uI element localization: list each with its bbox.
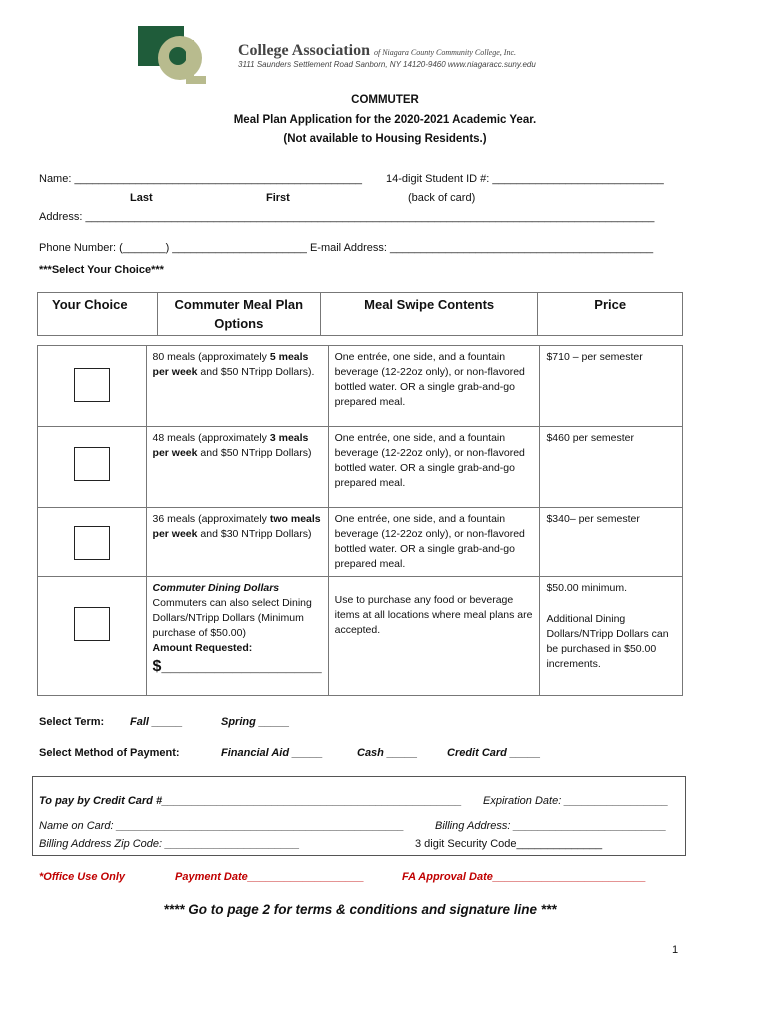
name-on-card-field[interactable]: Name on Card: _______________________________________________ <box>39 820 405 832</box>
credit-card-box <box>32 776 686 856</box>
phone-email-field[interactable]: Phone Number: (_______) ______________________ E-mail Address: ___________________________________________ <box>39 242 654 254</box>
header-price: Price <box>538 293 683 336</box>
dining-increments: Additional Dining Dollars/NTripp Dollars can be purchased in $50.00 increments. <box>546 613 669 670</box>
plan-80-meals-checkbox[interactable] <box>74 368 110 402</box>
table-row <box>38 427 683 508</box>
card-number-field[interactable]: To pay by Credit Card #_________________________________________________ <box>39 795 462 807</box>
address-field[interactable]: Address: _____________________________________________________________________________________________ <box>39 211 655 223</box>
last-name-label: Last <box>130 192 153 204</box>
payment-cash-field[interactable]: Cash _____ <box>357 747 418 759</box>
price-cell: $460 per semester <box>540 427 683 508</box>
header-meal-swipe-contents: Meal Swipe Contents <box>320 293 537 336</box>
meal-plan-options-table <box>37 345 683 696</box>
choice-cell <box>38 577 147 696</box>
college-association-logo <box>138 26 208 88</box>
dining-minimum: $50.00 minimum. <box>546 582 628 594</box>
term-fall-field[interactable]: Fall _____ <box>130 716 183 728</box>
plan-option-cell: 36 meals (approximately two meals per week and $30 NTripp Dollars) <box>146 508 328 577</box>
form-title-commuter: COMMUTER <box>351 94 419 106</box>
plan-option-cell: 80 meals (approximately 5 meals per week and $50 NTripp Dollars). <box>146 346 328 427</box>
name-field[interactable]: Name: _______________________________________________ <box>39 173 362 185</box>
back-of-card-label: (back of card) <box>408 192 476 204</box>
office-use-label: *Office Use Only <box>39 871 125 883</box>
choice-cell <box>38 346 147 427</box>
table-row <box>38 508 683 577</box>
plan-option-cell: 48 meals (approximately 3 meals per week and $50 NTripp Dollars) <box>146 427 328 508</box>
swipe-contents-cell: Use to purchase any food or beverage items at all locations where meal plans are accepted. <box>328 577 540 696</box>
student-id-field[interactable]: 14-digit Student ID #: ____________________________ <box>386 173 664 185</box>
table-row <box>38 577 683 696</box>
org-subtitle: of Niagara County Community College, Inc. <box>374 48 516 57</box>
amount-requested-label: Amount Requested: <box>152 642 253 654</box>
payment-date-field: Payment Date___________________ <box>175 871 364 883</box>
form-subtitle: (Not available to Housing Residents.) <box>283 133 487 145</box>
billing-address-field[interactable]: Billing Address: _________________________ <box>435 820 667 832</box>
payment-financial-aid-field[interactable]: Financial Aid _____ <box>221 747 323 759</box>
select-term-label: Select Term: <box>39 716 105 728</box>
price-cell: $340– per semester <box>540 508 683 577</box>
select-choice-label: ***Select Your Choice*** <box>39 264 164 276</box>
plan-36-meals-checkbox[interactable] <box>74 526 110 560</box>
term-spring-field[interactable]: Spring _____ <box>221 716 290 728</box>
security-code-field[interactable]: 3 digit Security Code______________ <box>415 838 603 850</box>
header-your-choice: Your Choice <box>38 293 158 336</box>
header-meal-plan-options: Commuter Meal Plan Options <box>157 293 320 336</box>
price-cell <box>540 577 683 696</box>
dining-dollars-option-cell <box>146 577 328 696</box>
price-cell: $710 – per semester <box>540 346 683 427</box>
amount-requested-field[interactable]: $__________________ <box>152 658 322 675</box>
swipe-contents-cell: One entrée, one side, and a fountain beverage (12-22oz only), or non-flavored bottled water. OR a single grab-and-go prepared meal. <box>328 346 540 427</box>
choice-cell <box>38 427 147 508</box>
dining-dollars-checkbox[interactable] <box>74 607 110 641</box>
page-2-note: **** Go to page 2 for terms & conditions and signature line *** <box>163 902 557 917</box>
plan-48-meals-checkbox[interactable] <box>74 447 110 481</box>
meal-plan-header-table <box>37 292 683 336</box>
choice-cell <box>38 508 147 577</box>
table-row <box>38 346 683 427</box>
first-name-label: First <box>266 192 290 204</box>
dining-dollars-title: Commuter Dining Dollars <box>152 582 280 594</box>
swipe-contents-cell: One entrée, one side, and a fountain beverage (12-22oz only), or non-flavored bottled water. OR a single grab-and-go prepared meal. <box>328 427 540 508</box>
org-address: 3111 Saunders Settlement Road Sanborn, NY 14120-9460 www.niagaracc.suny.edu <box>238 60 536 69</box>
fa-approval-date-field: FA Approval Date_________________________ <box>402 871 646 883</box>
page-number: 1 <box>672 944 679 956</box>
org-name: College Association of Niagara County Community College, Inc. <box>238 42 516 59</box>
form-title-academic-year: Meal Plan Application for the 2020-2021 Academic Year. <box>233 114 537 126</box>
dining-dollars-body: Commuters can also select Dining Dollars/NTripp Dollars (Minimum purchase of $50.00) <box>152 597 312 639</box>
payment-method-label: Select Method of Payment: <box>39 747 180 759</box>
swipe-contents-cell: One entrée, one side, and a fountain beverage (12-22oz only), or non-flavored bottled water. OR a single grab-and-go prepared meal. <box>328 508 540 577</box>
payment-credit-card-field[interactable]: Credit Card _____ <box>447 747 541 759</box>
billing-zip-field[interactable]: Billing Address Zip Code: ______________________ <box>39 838 300 850</box>
expiration-date-field[interactable]: Expiration Date: _________________ <box>483 795 669 807</box>
